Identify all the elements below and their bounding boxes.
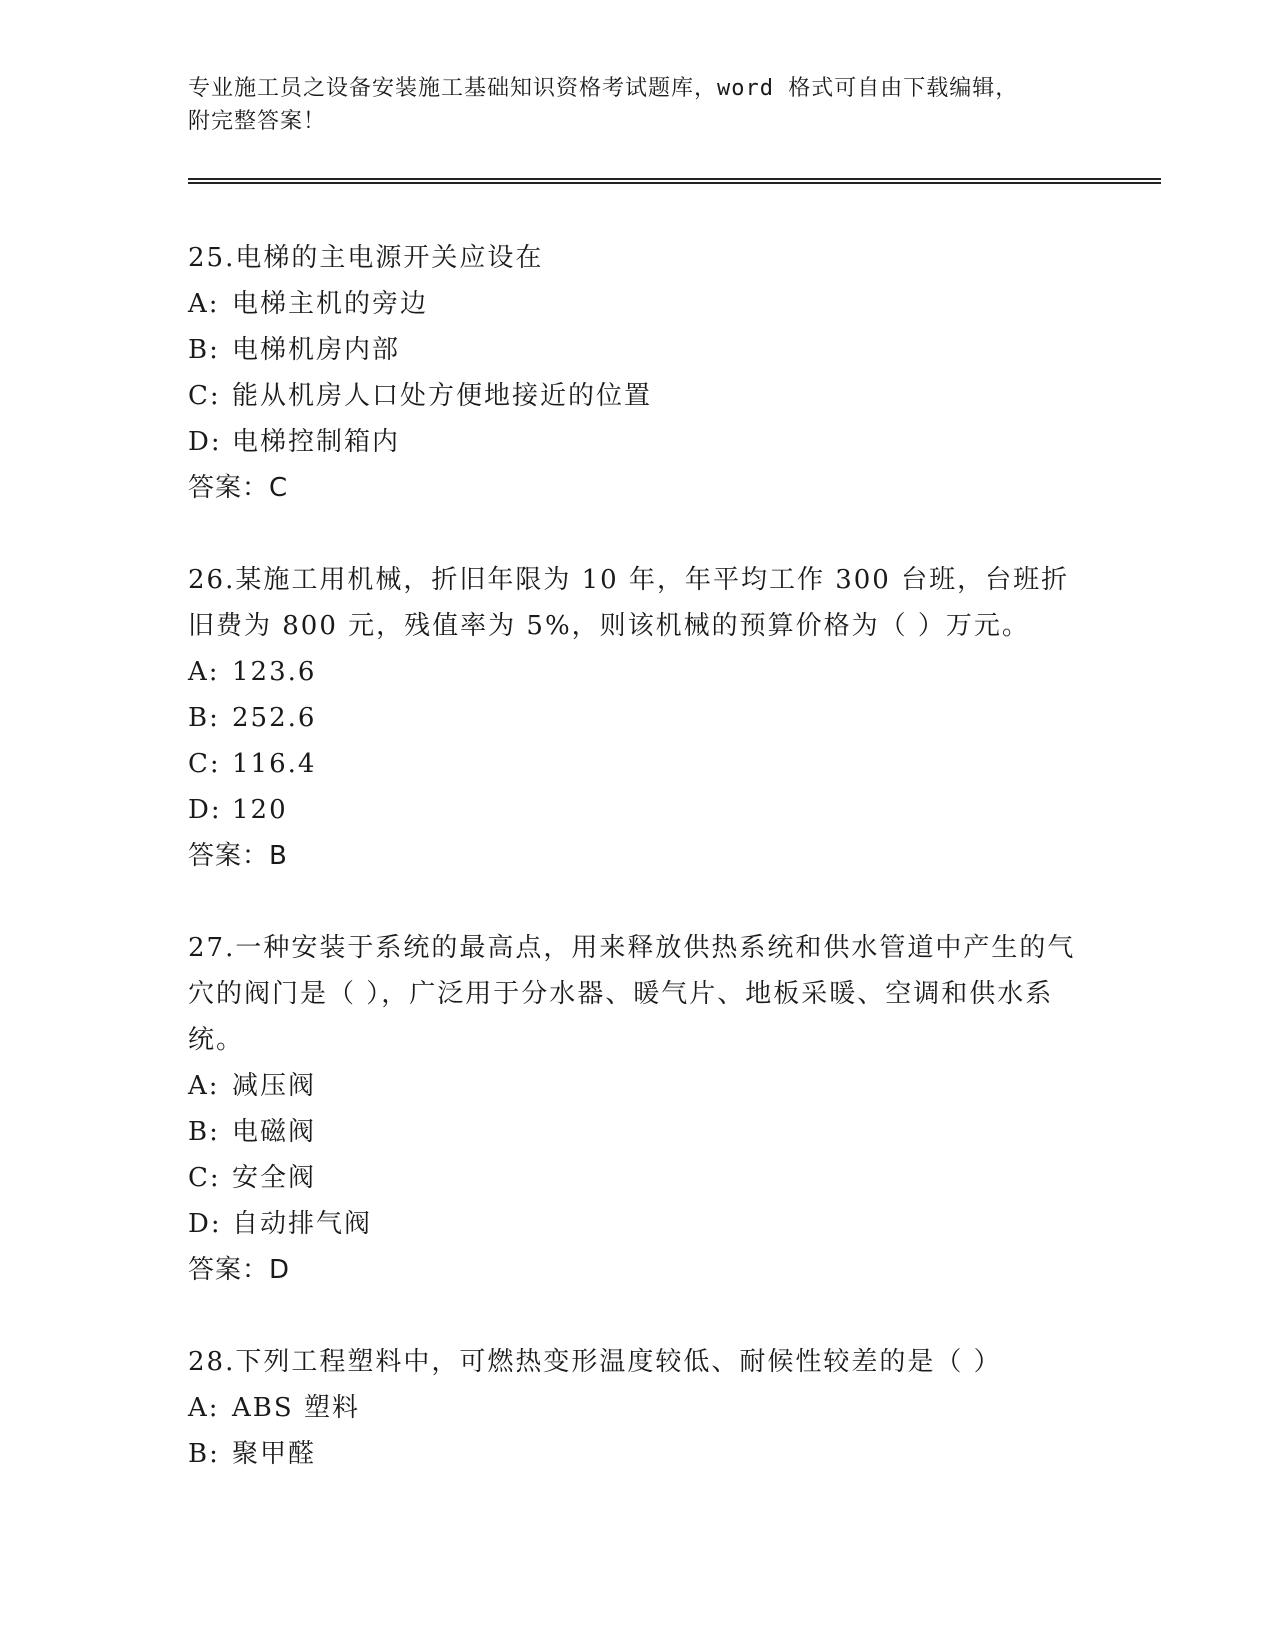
option-text: 安全阀 xyxy=(232,1163,317,1193)
option-text: 116.4 xyxy=(232,749,317,779)
question-stem: 25.电梯的主电源开关应设在 xyxy=(188,243,544,273)
option-label: C: xyxy=(188,381,221,411)
option-label: A: xyxy=(188,1071,220,1101)
option-a xyxy=(188,649,1088,695)
option-label: D: xyxy=(188,795,222,825)
header-line-1: 专业施工员之设备安装施工基础知识资格考试题库，word 格式可自由下载编辑， xyxy=(188,76,1019,101)
option-a xyxy=(188,1385,1088,1431)
document-header xyxy=(188,72,1088,138)
option-text: 电磁阀 xyxy=(232,1117,317,1147)
option-text: 自动排气阀 xyxy=(232,1209,373,1239)
option-label: B: xyxy=(188,335,220,365)
option-b xyxy=(188,1431,1088,1477)
option-label: C: xyxy=(188,749,221,779)
option-text: 能从机房人口处方便地接近的位置 xyxy=(232,381,653,411)
option-label: A: xyxy=(188,657,220,687)
option-text: 电梯机房内部 xyxy=(232,335,401,365)
option-d xyxy=(188,787,1088,833)
option-text: 减压阀 xyxy=(232,1071,317,1101)
option-text: 252.6 xyxy=(232,703,317,733)
answer-line: 答案：B xyxy=(188,841,288,871)
answer-line: 答案：C xyxy=(188,473,289,503)
header-divider xyxy=(188,178,1161,184)
option-label: B: xyxy=(188,1439,220,1469)
option-c xyxy=(188,1155,1088,1201)
option-text: 电梯主机的旁边 xyxy=(232,289,429,319)
option-text: 120 xyxy=(232,795,288,825)
option-label: C: xyxy=(188,1163,221,1193)
option-label: B: xyxy=(188,1117,220,1147)
option-text: 123.6 xyxy=(232,657,317,687)
question-list xyxy=(188,235,1088,1523)
option-c xyxy=(188,373,1088,419)
answer-line: 答案：D xyxy=(188,1255,291,1285)
option-a xyxy=(188,1063,1088,1109)
option-b xyxy=(188,1109,1088,1155)
option-text: 电梯控制箱内 xyxy=(232,427,401,457)
question-stem: 26.某施工用机械，折旧年限为 10 年，年平均工作 300 台班，台班折旧费为 800 元，残值率为 5%，则该机械的预算价格为（ ）万元。 xyxy=(188,565,1070,641)
option-label: A: xyxy=(188,289,220,319)
option-label: B: xyxy=(188,703,220,733)
option-c xyxy=(188,741,1088,787)
option-label: D: xyxy=(188,427,222,457)
option-b xyxy=(188,695,1088,741)
question-26 xyxy=(188,557,1088,879)
header-line-2: 附完整答案！ xyxy=(188,109,327,134)
option-label: D: xyxy=(188,1209,222,1239)
question-25 xyxy=(188,235,1088,511)
option-text: ABS 塑料 xyxy=(232,1393,360,1423)
option-d xyxy=(188,419,1088,465)
question-28 xyxy=(188,1339,1088,1477)
option-a xyxy=(188,281,1088,327)
question-stem: 28.下列工程塑料中，可燃热变形温度较低、耐候性较差的是（ ） xyxy=(188,1347,1002,1377)
option-text: 聚甲醛 xyxy=(232,1439,317,1469)
question-stem: 27.一种安装于系统的最高点，用来释放供热系统和供水管道中产生的气穴的阀门是（ ），广泛用于分水器、暖气片、地板采暖、空调和供水系统。 xyxy=(188,933,1076,1055)
option-b xyxy=(188,327,1088,373)
option-label: A: xyxy=(188,1393,220,1423)
question-27 xyxy=(188,925,1088,1293)
option-d xyxy=(188,1201,1088,1247)
